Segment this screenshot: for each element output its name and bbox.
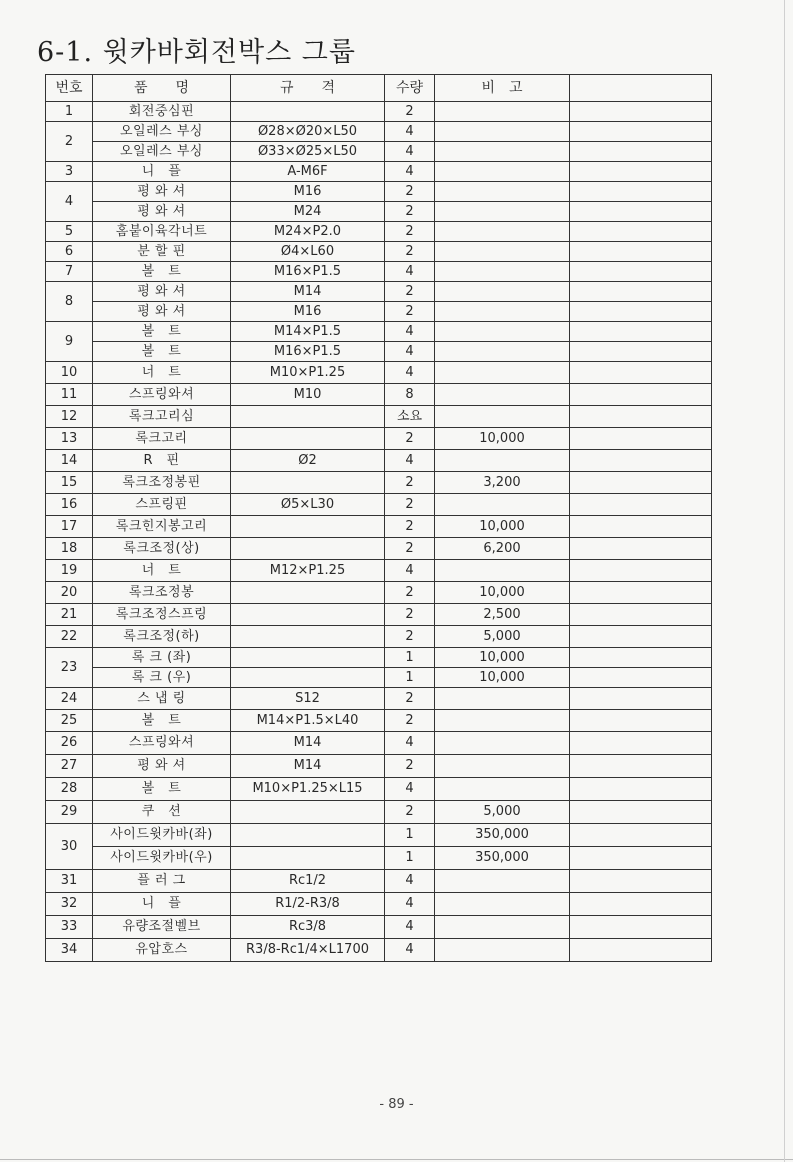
row-note — [435, 384, 570, 406]
table-row — [46, 755, 712, 778]
row-no: 2 — [46, 122, 93, 162]
row-blank — [570, 428, 712, 450]
table-row — [46, 222, 712, 242]
row-name: 볼 트 — [93, 262, 231, 282]
row-blank — [570, 560, 712, 582]
row-spec: M14 — [231, 732, 385, 755]
parts-table — [45, 74, 712, 962]
header-no: 번호 — [46, 75, 93, 102]
row-blank — [570, 688, 712, 710]
row-blank — [570, 582, 712, 604]
table-row — [46, 560, 712, 582]
table-row — [46, 342, 712, 362]
row-spec: S12 — [231, 688, 385, 710]
row-qty: 2 — [385, 182, 435, 202]
row-name: 평 와 셔 — [93, 202, 231, 222]
row-no: 8 — [46, 282, 93, 322]
row-note: 10,000 — [435, 428, 570, 450]
row-no: 30 — [46, 824, 93, 870]
table-row — [46, 688, 712, 710]
row-no: 11 — [46, 384, 93, 406]
table-row — [46, 668, 712, 688]
row-note — [435, 494, 570, 516]
row-name: 스프링와셔 — [93, 384, 231, 406]
row-note — [435, 202, 570, 222]
table-row — [46, 282, 712, 302]
header-qty: 수량 — [385, 75, 435, 102]
row-no: 14 — [46, 450, 93, 472]
row-name: 평 와 셔 — [93, 182, 231, 202]
row-spec — [231, 406, 385, 428]
row-qty: 2 — [385, 282, 435, 302]
table-row — [46, 406, 712, 428]
row-note — [435, 282, 570, 302]
row-note — [435, 222, 570, 242]
row-name: 유압호스 — [93, 939, 231, 962]
row-no: 17 — [46, 516, 93, 538]
row-qty: 4 — [385, 893, 435, 916]
row-name: 스 냅 링 — [93, 688, 231, 710]
row-qty: 2 — [385, 222, 435, 242]
row-note — [435, 342, 570, 362]
row-qty: 4 — [385, 362, 435, 384]
row-note: 10,000 — [435, 648, 570, 668]
row-note — [435, 102, 570, 122]
row-note — [435, 916, 570, 939]
row-note — [435, 122, 570, 142]
row-spec: Ø28×Ø20×L50 — [231, 122, 385, 142]
table-row — [46, 582, 712, 604]
row-no: 21 — [46, 604, 93, 626]
row-no: 32 — [46, 893, 93, 916]
row-spec: M14×P1.5 — [231, 322, 385, 342]
row-qty: 2 — [385, 202, 435, 222]
row-name: 록 크 (우) — [93, 668, 231, 688]
row-name: 니 플 — [93, 893, 231, 916]
row-blank — [570, 122, 712, 142]
row-spec: M10×P1.25×L15 — [231, 778, 385, 801]
row-note — [435, 182, 570, 202]
row-note — [435, 893, 570, 916]
row-blank — [570, 202, 712, 222]
row-note — [435, 688, 570, 710]
row-note — [435, 262, 570, 282]
row-no: 18 — [46, 538, 93, 560]
row-blank — [570, 516, 712, 538]
row-note: 2,500 — [435, 604, 570, 626]
row-name: R 핀 — [93, 450, 231, 472]
row-blank — [570, 302, 712, 322]
row-note: 5,000 — [435, 626, 570, 648]
row-no: 31 — [46, 870, 93, 893]
row-blank — [570, 494, 712, 516]
row-spec: Ø2 — [231, 450, 385, 472]
row-qty: 2 — [385, 626, 435, 648]
row-blank — [570, 732, 712, 755]
row-qty: 4 — [385, 342, 435, 362]
row-note: 350,000 — [435, 847, 570, 870]
row-name: 록크고리심 — [93, 406, 231, 428]
row-no: 6 — [46, 242, 93, 262]
row-note — [435, 870, 570, 893]
row-qty: 4 — [385, 162, 435, 182]
table-row — [46, 847, 712, 870]
row-spec: Ø4×L60 — [231, 242, 385, 262]
row-name: 록크조정(상) — [93, 538, 231, 560]
row-spec — [231, 428, 385, 450]
row-spec: M14 — [231, 755, 385, 778]
row-name: 록크조정스프링 — [93, 604, 231, 626]
row-blank — [570, 472, 712, 494]
table-row — [46, 242, 712, 262]
row-name: 볼 트 — [93, 778, 231, 801]
row-blank — [570, 939, 712, 962]
row-note: 10,000 — [435, 582, 570, 604]
row-note — [435, 560, 570, 582]
row-name: 오일레스 부싱 — [93, 142, 231, 162]
row-qty: 2 — [385, 428, 435, 450]
row-spec: M10×P1.25 — [231, 362, 385, 384]
row-qty: 2 — [385, 538, 435, 560]
page-bottom-edge — [0, 1159, 793, 1160]
table-row — [46, 122, 712, 142]
row-name: 록크힌지봉고리 — [93, 516, 231, 538]
row-blank — [570, 182, 712, 202]
row-spec — [231, 582, 385, 604]
row-qty: 4 — [385, 916, 435, 939]
table-row — [46, 142, 712, 162]
row-spec: M24 — [231, 202, 385, 222]
row-no: 20 — [46, 582, 93, 604]
row-qty: 4 — [385, 939, 435, 962]
row-spec — [231, 626, 385, 648]
row-qty: 4 — [385, 322, 435, 342]
table-row — [46, 362, 712, 384]
row-no: 26 — [46, 732, 93, 755]
row-no: 29 — [46, 801, 93, 824]
row-spec — [231, 516, 385, 538]
table-row — [46, 626, 712, 648]
row-note — [435, 302, 570, 322]
table-row — [46, 939, 712, 962]
row-blank — [570, 242, 712, 262]
row-spec: M16 — [231, 302, 385, 322]
row-blank — [570, 450, 712, 472]
row-no: 25 — [46, 710, 93, 732]
row-name: 볼 트 — [93, 322, 231, 342]
table-row — [46, 162, 712, 182]
row-qty: 4 — [385, 560, 435, 582]
row-name: 평 와 셔 — [93, 755, 231, 778]
table-row — [46, 262, 712, 282]
row-blank — [570, 384, 712, 406]
row-name: 너 트 — [93, 560, 231, 582]
row-spec: M16×P1.5 — [231, 342, 385, 362]
row-qty: 2 — [385, 582, 435, 604]
row-no: 34 — [46, 939, 93, 962]
row-no: 12 — [46, 406, 93, 428]
row-no: 15 — [46, 472, 93, 494]
row-no: 23 — [46, 648, 93, 688]
table-row — [46, 494, 712, 516]
row-name: 회전중심핀 — [93, 102, 231, 122]
row-qty: 2 — [385, 801, 435, 824]
row-name: 니 플 — [93, 162, 231, 182]
row-note — [435, 710, 570, 732]
row-qty: 4 — [385, 122, 435, 142]
row-name: 오일레스 부싱 — [93, 122, 231, 142]
row-blank — [570, 604, 712, 626]
row-spec: M10 — [231, 384, 385, 406]
row-qty: 4 — [385, 732, 435, 755]
row-spec: Ø33×Ø25×L50 — [231, 142, 385, 162]
row-qty: 소요 — [385, 406, 435, 428]
row-note — [435, 322, 570, 342]
row-blank — [570, 362, 712, 384]
table-row — [46, 102, 712, 122]
row-qty: 2 — [385, 472, 435, 494]
row-no: 9 — [46, 322, 93, 362]
table-row — [46, 516, 712, 538]
row-blank — [570, 893, 712, 916]
table-row — [46, 604, 712, 626]
row-no: 33 — [46, 916, 93, 939]
row-note — [435, 939, 570, 962]
header-name: 품 명 — [93, 75, 231, 102]
row-blank — [570, 648, 712, 668]
row-spec: R1/2-R3/8 — [231, 893, 385, 916]
row-note — [435, 778, 570, 801]
row-blank — [570, 262, 712, 282]
row-spec: M14 — [231, 282, 385, 302]
table-row — [46, 824, 712, 847]
row-qty: 1 — [385, 824, 435, 847]
row-qty: 4 — [385, 142, 435, 162]
row-no: 16 — [46, 494, 93, 516]
row-qty: 2 — [385, 516, 435, 538]
row-name: 평 와 셔 — [93, 282, 231, 302]
row-blank — [570, 282, 712, 302]
row-name: 록크조정봉핀 — [93, 472, 231, 494]
row-note — [435, 450, 570, 472]
row-qty: 4 — [385, 450, 435, 472]
row-spec: Ø5×L30 — [231, 494, 385, 516]
table-row — [46, 801, 712, 824]
row-name: 볼 트 — [93, 342, 231, 362]
row-name: 록크조정봉 — [93, 582, 231, 604]
row-spec: M14×P1.5×L40 — [231, 710, 385, 732]
row-blank — [570, 668, 712, 688]
row-name: 록크고리 — [93, 428, 231, 450]
row-blank — [570, 406, 712, 428]
row-note — [435, 406, 570, 428]
table-row — [46, 322, 712, 342]
row-no: 7 — [46, 262, 93, 282]
row-note — [435, 755, 570, 778]
row-qty: 2 — [385, 302, 435, 322]
row-blank — [570, 847, 712, 870]
row-spec: M12×P1.25 — [231, 560, 385, 582]
row-name: 스프링핀 — [93, 494, 231, 516]
row-spec — [231, 801, 385, 824]
row-qty: 2 — [385, 242, 435, 262]
row-no: 3 — [46, 162, 93, 182]
table-row — [46, 472, 712, 494]
row-spec — [231, 824, 385, 847]
row-name: 평 와 셔 — [93, 302, 231, 322]
row-note: 6,200 — [435, 538, 570, 560]
row-qty: 1 — [385, 847, 435, 870]
table-row — [46, 732, 712, 755]
row-note — [435, 242, 570, 262]
row-spec: Rc3/8 — [231, 916, 385, 939]
row-blank — [570, 710, 712, 732]
row-qty: 1 — [385, 668, 435, 688]
row-name: 홈붙이육각너트 — [93, 222, 231, 242]
row-note — [435, 362, 570, 384]
row-name: 분 할 핀 — [93, 242, 231, 262]
table-row — [46, 182, 712, 202]
row-spec: A-M6F — [231, 162, 385, 182]
row-name: 록 크 (좌) — [93, 648, 231, 668]
row-spec — [231, 472, 385, 494]
row-name: 볼 트 — [93, 710, 231, 732]
row-name: 스프링와셔 — [93, 732, 231, 755]
header-blank — [570, 75, 712, 102]
row-no: 24 — [46, 688, 93, 710]
row-name: 너 트 — [93, 362, 231, 384]
table-row — [46, 538, 712, 560]
row-no: 27 — [46, 755, 93, 778]
table-row — [46, 450, 712, 472]
table-row — [46, 916, 712, 939]
row-qty: 2 — [385, 755, 435, 778]
row-blank — [570, 916, 712, 939]
row-qty: 2 — [385, 604, 435, 626]
table-row — [46, 893, 712, 916]
row-blank — [570, 162, 712, 182]
page-right-edge — [784, 0, 785, 1162]
row-no: 13 — [46, 428, 93, 450]
row-blank — [570, 222, 712, 242]
row-spec: R3/8-Rc1/4×L1700 — [231, 939, 385, 962]
table-row — [46, 384, 712, 406]
row-spec — [231, 847, 385, 870]
row-qty: 8 — [385, 384, 435, 406]
row-spec: M16 — [231, 182, 385, 202]
row-qty: 2 — [385, 710, 435, 732]
row-no: 5 — [46, 222, 93, 242]
row-blank — [570, 538, 712, 560]
row-qty: 2 — [385, 494, 435, 516]
header-note: 비 고 — [435, 75, 570, 102]
row-blank — [570, 626, 712, 648]
row-blank — [570, 755, 712, 778]
row-spec: M24×P2.0 — [231, 222, 385, 242]
row-qty: 4 — [385, 778, 435, 801]
row-name: 록크조정(하) — [93, 626, 231, 648]
page-title: 6-1. 윗카바회전박스 그룹 — [37, 37, 356, 68]
row-blank — [570, 322, 712, 342]
row-spec — [231, 604, 385, 626]
row-spec — [231, 538, 385, 560]
table-row — [46, 870, 712, 893]
row-no: 28 — [46, 778, 93, 801]
row-spec — [231, 648, 385, 668]
row-qty: 4 — [385, 870, 435, 893]
table-row — [46, 428, 712, 450]
row-spec — [231, 668, 385, 688]
row-blank — [570, 142, 712, 162]
table-row — [46, 710, 712, 732]
row-blank — [570, 801, 712, 824]
row-name: 플 러 그 — [93, 870, 231, 893]
table-row — [46, 302, 712, 322]
page-number: - 89 - — [379, 1097, 414, 1112]
row-note: 10,000 — [435, 516, 570, 538]
row-no: 22 — [46, 626, 93, 648]
row-blank — [570, 870, 712, 893]
row-blank — [570, 342, 712, 362]
row-qty: 1 — [385, 648, 435, 668]
table-header-row — [46, 75, 712, 102]
row-qty: 2 — [385, 688, 435, 710]
row-name: 사이드윗카바(우) — [93, 847, 231, 870]
row-spec — [231, 102, 385, 122]
row-note: 10,000 — [435, 668, 570, 688]
row-spec: Rc1/2 — [231, 870, 385, 893]
row-note: 3,200 — [435, 472, 570, 494]
table-row — [46, 778, 712, 801]
row-name: 사이드윗카바(좌) — [93, 824, 231, 847]
row-qty: 4 — [385, 262, 435, 282]
row-note: 5,000 — [435, 801, 570, 824]
table-row — [46, 648, 712, 668]
row-spec: M16×P1.5 — [231, 262, 385, 282]
row-blank — [570, 102, 712, 122]
row-note — [435, 142, 570, 162]
row-no: 1 — [46, 102, 93, 122]
row-name: 유량조절벨브 — [93, 916, 231, 939]
row-note — [435, 732, 570, 755]
table-row — [46, 202, 712, 222]
row-qty: 2 — [385, 102, 435, 122]
row-name: 쿠 션 — [93, 801, 231, 824]
row-blank — [570, 778, 712, 801]
row-note — [435, 162, 570, 182]
row-note: 350,000 — [435, 824, 570, 847]
row-no: 19 — [46, 560, 93, 582]
row-no: 4 — [46, 182, 93, 222]
header-spec: 규 격 — [231, 75, 385, 102]
row-blank — [570, 824, 712, 847]
row-no: 10 — [46, 362, 93, 384]
